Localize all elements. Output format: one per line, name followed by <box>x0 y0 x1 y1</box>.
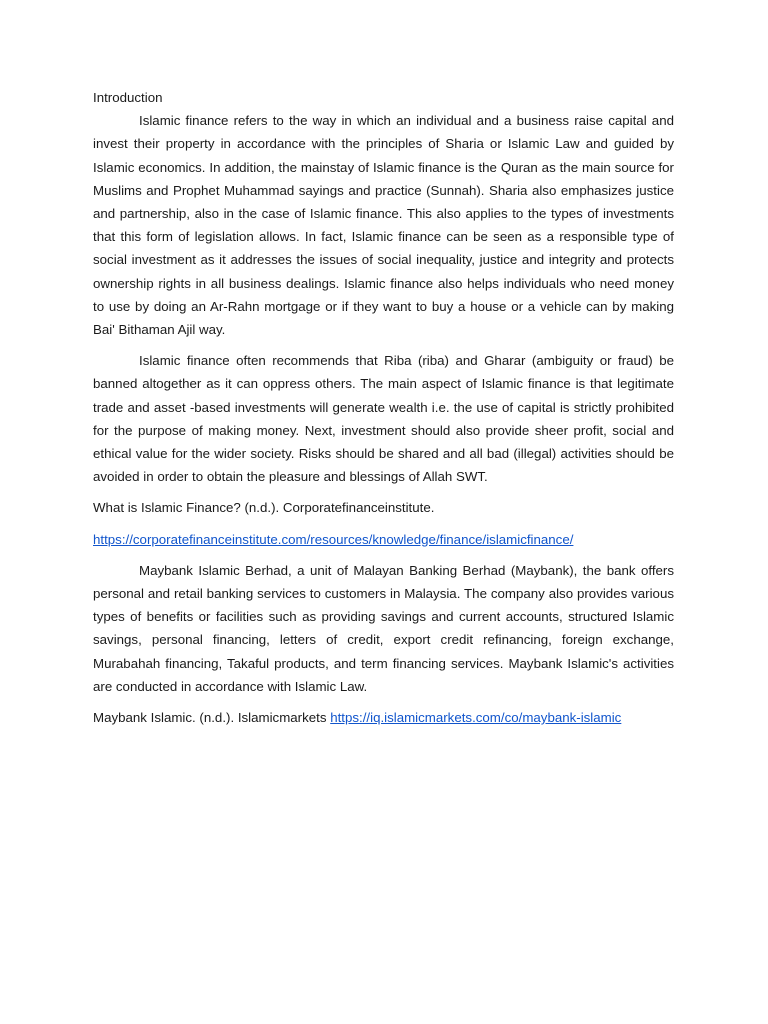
reference-citation-1: What is Islamic Finance? (n.d.). Corporatefinanceinstitute. <box>93 500 435 516</box>
paragraph-maybank-islamic: Maybank Islamic Berhad, a unit of Malayan Banking Berhad (Maybank), the bank offers personal and retail banking services to customers in Malaysia. The company also provides various types of benefits or facilities such as providing savings and current accounts, structured Islamic savings, personal financing, letters of credit, export credit refinancing, foreign exchange, Murabahah financing, Takaful products, and term financing services. Maybank Islamic's activities are conducted in accordance with Islamic Law. <box>93 562 674 694</box>
reference-link-1[interactable]: https://corporatefinanceinstitute.com/resources/knowledge/finance/islamicfinance/ <box>93 531 574 547</box>
paragraph-islamic-finance-definition: Islamic finance refers to the way in which an individual and a business raise capital and invest their property in accordance with the principles of Sharia or Islamic Law and guided by Islamic economics. In addition, the mainstay of Islamic finance is the Quran as the main source for Muslims and Prophet Muhammad sayings and practice (Sunnah). Sharia also emphasizes justice and partnership, also in the case of Islamic finance. This also applies to the types of investments that this form of legislation allows. In fact, Islamic finance can be seen as a responsible type of social investment as it addresses the issues of social inequality, justice and integrity and protects ownership rights in all business dealings. Islamic finance also helps individuals who need money to use by doing an Ar-Rahn mortgage or if they want to buy a house or a vehicle can by making Bai' Bithaman Ajil way. <box>93 113 674 338</box>
reference-link-2[interactable]: https://iq.islamicmarkets.com/co/maybank-islamic <box>330 710 622 726</box>
reference-link-row-1 <box>93 528 674 551</box>
document-page <box>93 86 674 737</box>
heading-introduction: Introduction <box>93 90 163 105</box>
reference-citation-2 <box>93 706 674 729</box>
paragraph-riba-gharar: Islamic finance often recommends that Riba (riba) and Gharar (ambiguity or fraud) be banned altogether as it can oppress others. The main aspect of Islamic finance is that legitimate trade and asset -based investments will generate wealth i.e. the use of capital is strictly prohibited for the purpose of making money. Next, investment should also provide sheer profit, social and ethical value for the wider society. Risks should be shared and all bad (illegal) activities should be avoided in order to obtain the pleasure and blessings of Allah SWT. <box>93 353 674 485</box>
reference-citation-2-text: Maybank Islamic. (n.d.). Islamicmarkets <box>93 710 327 726</box>
